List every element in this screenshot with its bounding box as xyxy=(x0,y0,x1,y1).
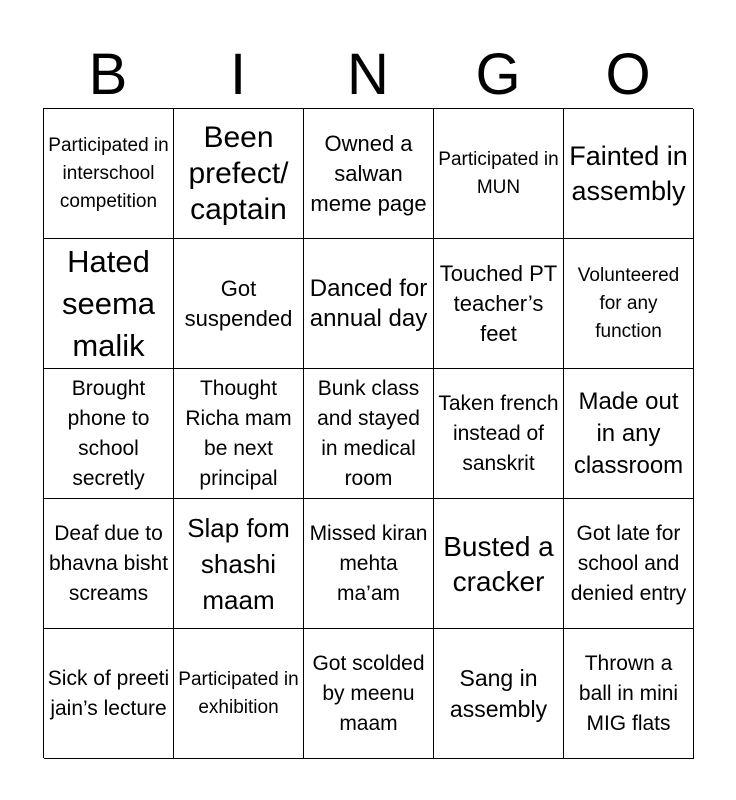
bingo-cell[interactable] xyxy=(434,239,564,369)
bingo-cell[interactable] xyxy=(564,239,694,369)
bingo-cell[interactable] xyxy=(174,239,304,369)
cell-text: Sick of preeti jain’s lecture xyxy=(47,666,170,720)
bingo-cell[interactable] xyxy=(564,369,694,499)
bingo-cell[interactable] xyxy=(434,629,564,759)
cell-text: Sang in assembly xyxy=(449,664,548,722)
cell-text: Participated in interschool competition xyxy=(48,134,169,212)
header-letter-o: O xyxy=(605,42,651,107)
bingo-board xyxy=(43,108,693,758)
bingo-cell[interactable] xyxy=(44,499,174,629)
cell-text: Got scolded by meenu maam xyxy=(312,651,425,735)
cell-text: Danced for annual day xyxy=(309,274,428,332)
bingo-cell[interactable] xyxy=(174,629,304,759)
header-letter-b: B xyxy=(88,42,128,107)
bingo-cell[interactable] xyxy=(44,109,174,239)
bingo-cell[interactable] xyxy=(304,109,434,239)
bingo-cell[interactable] xyxy=(44,629,174,759)
bingo-cell[interactable] xyxy=(434,369,564,499)
cell-text: Brought phone to school secretly xyxy=(67,376,150,490)
cell-text: Made out in any classroom xyxy=(573,387,684,479)
cell-text: Busted a cracker xyxy=(443,530,554,597)
bingo-cell[interactable] xyxy=(174,369,304,499)
cell-text: Slap fom shashi maam xyxy=(187,512,290,615)
bingo-cell[interactable] xyxy=(564,499,694,629)
header-letter-i: I xyxy=(229,42,247,107)
cell-text: Participated in MUN xyxy=(438,148,559,198)
cell-text: Volunteered for any function xyxy=(577,264,680,342)
bingo-cell[interactable] xyxy=(174,499,304,629)
cell-text: Been prefect/ captain xyxy=(188,120,289,226)
bingo-cell[interactable] xyxy=(304,369,434,499)
cell-text: Bunk class and stayed in medical room xyxy=(317,376,420,490)
cell-text: Hated seema malik xyxy=(61,243,156,363)
cell-text: Taken french instead of sanskrit xyxy=(438,391,559,475)
cell-text: Owned a salwan meme page xyxy=(310,130,427,216)
bingo-cell[interactable] xyxy=(564,109,694,239)
cell-text: Thrown a ball in mini MIG flats xyxy=(578,651,679,735)
cell-text: Participated in exhibition xyxy=(178,668,299,718)
cell-text: Got suspended xyxy=(184,275,293,331)
bingo-cell[interactable] xyxy=(304,239,434,369)
cell-text: Missed kiran mehta ma’am xyxy=(309,521,428,605)
bingo-header xyxy=(43,42,693,108)
bingo-cell[interactable] xyxy=(44,239,174,369)
bingo-cell[interactable] xyxy=(434,109,564,239)
cell-text: Deaf due to bhavna bisht screams xyxy=(48,521,169,605)
bingo-cell[interactable] xyxy=(174,109,304,239)
cell-text: Fainted in assembly xyxy=(569,140,688,206)
header-letter-g: G xyxy=(475,42,521,107)
cell-text: Thought Richa mam be next principal xyxy=(185,376,292,490)
header-letter-n: N xyxy=(347,42,389,107)
bingo-cell[interactable] xyxy=(304,629,434,759)
cell-text: Touched PT teacher’s feet xyxy=(439,260,558,346)
bingo-cell[interactable] xyxy=(44,369,174,499)
bingo-cell[interactable] xyxy=(304,499,434,629)
bingo-cell[interactable] xyxy=(564,629,694,759)
cell-text: Got late for school and denied entry xyxy=(570,521,687,605)
bingo-cell[interactable] xyxy=(434,499,564,629)
